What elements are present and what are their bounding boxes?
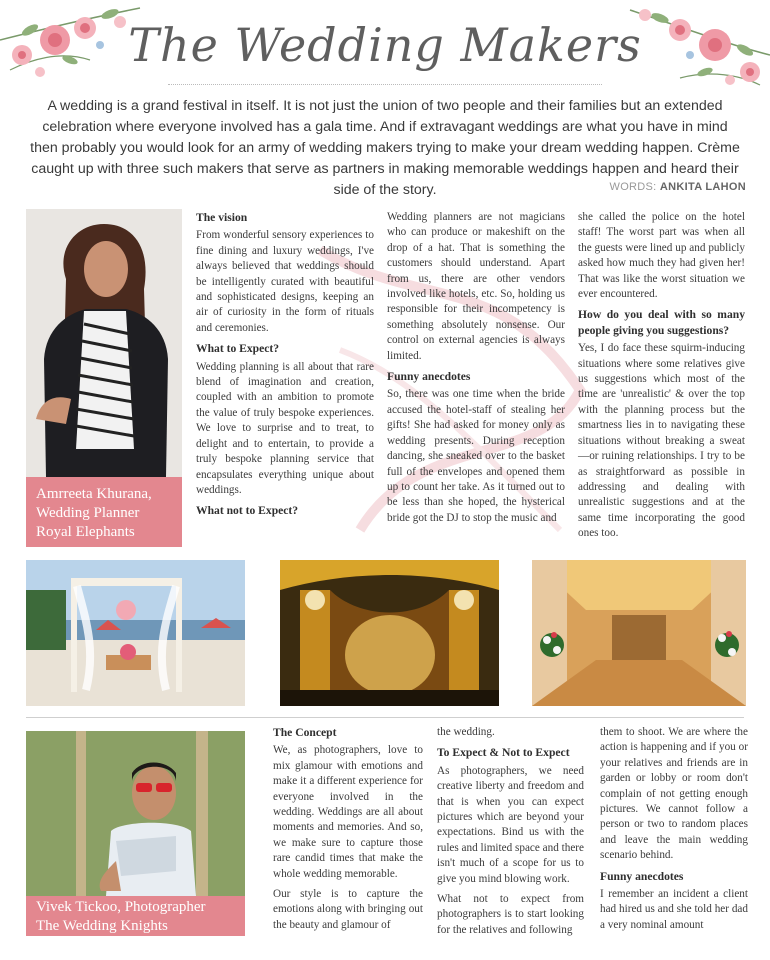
article-column-2: [387, 210, 565, 531]
section-heading: How do you deal with so many people giving you suggestions?: [578, 308, 745, 337]
article-column-1: [196, 210, 374, 522]
section-heading: The vision: [196, 211, 248, 224]
paragraph: I remember an incident a client had hired us and she told her dad a very nominal amount: [600, 888, 748, 931]
article-column-6: [600, 725, 748, 938]
beach-mandap-photo: [26, 560, 245, 706]
article-column-3: [578, 210, 745, 547]
paragraph: she called the police on the hotel staff! The worst part was when all the guests were lined up and publicly asked how much they had given her! That was like the worst situation we ever encountered.: [578, 211, 745, 301]
paragraph: the wedding.: [437, 726, 495, 738]
paragraph: From wonderful sensory experiences to fine dining and luxury weddings, I've always believed that weddings should be intelligently curated with beautiful and sophisticated designs, keeping an air of curiosity in the form of rituals and ceremonies.: [196, 229, 374, 334]
paragraph: Wedding planners are not magicians who can produce or makeshift on the drop of a hat. That is something the customers should understand. Apart from us, there are other vendors involved like hotels, etc. So, holding us responsible for their incompetency is something absolutely nonsense. Our control on external agencies is always limited.: [387, 211, 565, 362]
caption-role: Wedding Planner: [36, 505, 140, 521]
section-heading: What not to Expect?: [196, 504, 299, 518]
paragraph: Yes, I do face these squirm-inducing situations where some relatives give us suggestions which most of the time are 'unrealistic' & over the top with the planning process but the smartness lies in to navigating these situations without breaking a sweat—or ruining relationships. I try to be as straightforward as possible in addressing and dealing with unrealistic suggestions and at the same time incorporating the good ones too.: [578, 342, 745, 540]
byline-label: WORDS:: [609, 181, 657, 193]
caption-company: Royal Elephants: [36, 524, 135, 540]
section-heading: Funny anecdotes: [600, 869, 684, 883]
hotel-lobby-photo: [532, 560, 746, 706]
byline-author: ANKITA LAHON: [659, 181, 746, 193]
intro-paragraph: A wedding is a grand festival in itself. It is not just the union of two people and their families but an extended celebration where everyone involved has a gala time. And if extravagant weddings are what you have in mind then probably you would look for an army of wedding makers trying to make your dream wedding happen. Crème caught up with three such makers that serve as partners in making memorable weddings happen and heard their side of the story.: [30, 98, 740, 198]
paragraph: Wedding planning is all about that rare blend of imagination and creation, coupled with an ambition to promote the value of truly bespoke experiences. We love to surprise and to treat, to delight and to entertain, to provide a truly bespoke planning service that encapsulates everything unique about weddings.: [196, 360, 374, 496]
profile-caption-vivek: [26, 896, 245, 936]
caption-company: The Wedding Knights: [36, 918, 168, 934]
byline: [610, 181, 746, 193]
section-heading: What to Expect?: [196, 342, 280, 356]
caption-name: Amrreeta Khurana,: [36, 486, 152, 502]
paragraph: them to shoot. We are where the action is happening and if you or your relatives and friends are in garden or lobby or room don't complain of not getting enough pictures. We cannot follow a person or two to random places and leave the main wedding scenario behind.: [600, 726, 748, 862]
caption-name-role: Vivek Tickoo, Photographer: [36, 899, 206, 915]
title-divider: [168, 84, 602, 85]
section-divider: [26, 717, 744, 718]
paragraph: Our style is to capture the emotions along with bringing out the beauty and glamour of: [273, 888, 423, 931]
golden-stage-photo: [280, 560, 499, 706]
page-title: The Wedding Makers: [128, 18, 642, 72]
section-heading: To Expect & Not to Expect: [437, 746, 570, 760]
article-column-4: [273, 725, 423, 938]
portrait-photo-vivek: [26, 731, 245, 896]
paragraph: As photographers, we need creative liberty and freedom and that is when you can expect pictures which are beyond your expectations. Bind us with the rules and limited space and there isn't much of a scope for us to give you mind blowing work.: [437, 764, 584, 885]
article-column-5: [437, 725, 584, 943]
paragraph: So, there was one time when the bride accused the hotel-staff of stealing her gifts! She had asked for money only as wedding presents. During reception dancing, she sneaked over to the basket full of the envelopes and opened them up to count her take. As it turned out to be less than she hoped, the hysterical bride got the DJ to stop the music and: [387, 388, 565, 524]
portrait-photo-amrreeta: [26, 209, 182, 477]
profile-caption-amrreeta: [26, 477, 182, 547]
section-heading: The Concept: [273, 726, 337, 739]
section-heading: Funny anecdotes: [387, 370, 471, 384]
paragraph: We, as photographers, love to mix glamour with emotions and make it a different experience for everyone involved in the wedding. Weddings are all about moments and memories. And so, we make sure to capture those rare candid times that make the whole wedding memorable.: [273, 744, 423, 880]
paragraph: What not to expect from photographers is to start looking for the relatives and following: [437, 893, 584, 936]
